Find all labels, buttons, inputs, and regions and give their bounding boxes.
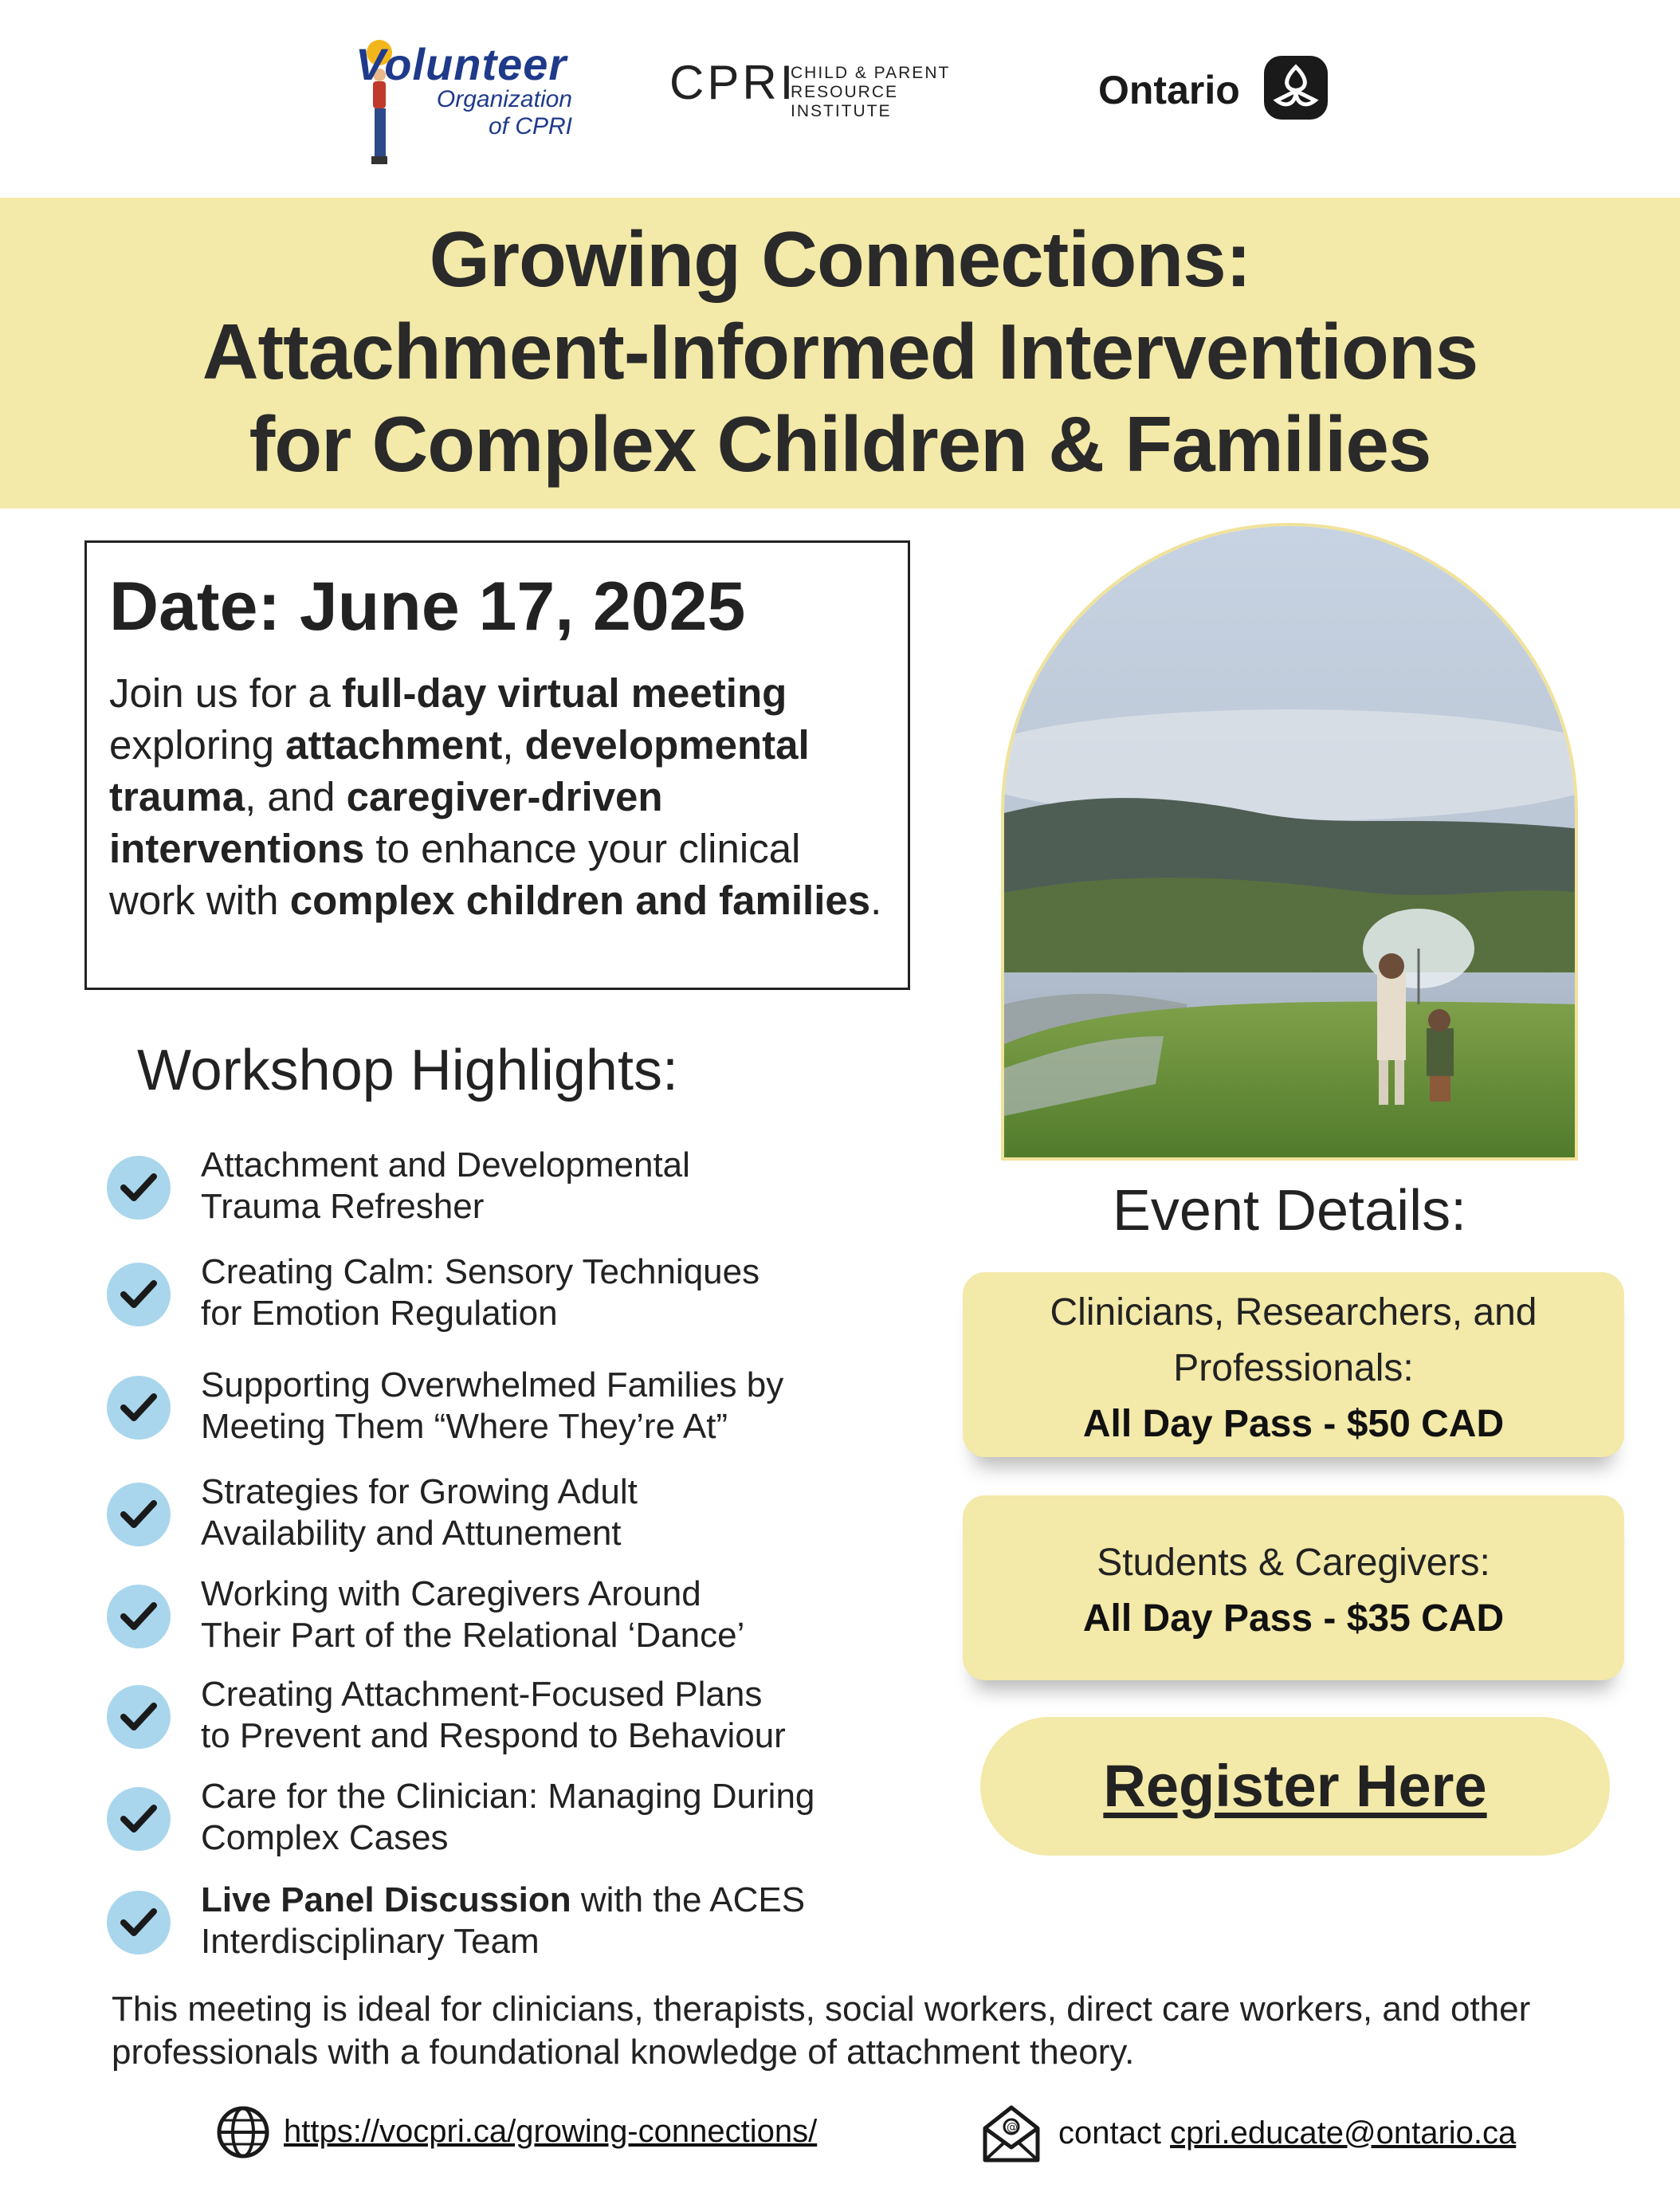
check-icon [107, 1376, 171, 1440]
event-details-heading: Event Details: [1112, 1179, 1467, 1243]
email-link[interactable]: cpri.educate@ontario.ca [1170, 2115, 1517, 2151]
date-heading: Date: June 17, 2025 [109, 568, 746, 645]
date-box [84, 540, 910, 990]
highlight-text [201, 1573, 886, 1656]
ontario-logo [1098, 56, 1337, 120]
highlight-item [107, 1880, 872, 1967]
ontario-trillium-icon [1264, 56, 1328, 120]
globe-icon [215, 2104, 271, 2160]
cpri-line1: CHILD & PARENT [791, 64, 951, 82]
check-icon [107, 1263, 171, 1326]
audience-note: This meeting is ideal for clinicians, therapists, social workers, direct care workers, and other professionals with a foundational knowledge of attachment theory. [112, 1990, 1531, 2072]
check-icon [107, 1156, 171, 1220]
cpri-acronym: CPRI [669, 56, 797, 109]
highlight-text [201, 1776, 886, 1859]
highlight-line1: Care for the Clinician: Managing During [201, 1777, 815, 1816]
professionals-line2: Professionals: [1173, 1347, 1414, 1389]
highlight-item [107, 1573, 872, 1661]
highlight-line2: Trauma Refresher [201, 1187, 485, 1226]
cpri-line2: RESOURCE INSTITUTE [791, 83, 899, 120]
students-line1: Students & Caregivers: [1097, 1542, 1490, 1584]
register-button[interactable]: Register Here [980, 1717, 1610, 1856]
description-text: exploring [109, 722, 286, 768]
professionals-price-card [963, 1272, 1624, 1457]
arch-photo [1001, 523, 1578, 1161]
highlight-line2: for Emotion Regulation [201, 1294, 558, 1333]
highlight-item [107, 1251, 872, 1339]
footer-contact [982, 2101, 1540, 2165]
date-description [109, 667, 885, 926]
highlight-item [107, 1471, 872, 1559]
highlight-line1-rest: with the ACES [571, 1880, 806, 1919]
description-text: , [502, 722, 525, 768]
check-icon [107, 1787, 171, 1851]
professionals-pass: All Day Pass - $50 CAD [1082, 1403, 1505, 1445]
footer-website [215, 2104, 932, 2160]
highlights-heading: Workshop Highlights: [137, 1039, 678, 1102]
highlight-item [107, 1776, 872, 1864]
check-icon [107, 1585, 171, 1648]
highlight-line1: Creating Calm: Sensory Techniques [201, 1252, 760, 1291]
highlight-text [201, 1471, 886, 1554]
description-emphasis: attachment [285, 722, 503, 768]
highlight-line1: Supporting Overwhelmed Families by [201, 1365, 784, 1404]
contact-text [1058, 2115, 1516, 2151]
contact-prefix: contact [1058, 2115, 1171, 2151]
highlight-line2: Availability and Attunement [201, 1514, 622, 1553]
professionals-line1: Clinicians, Researchers, and [1050, 1291, 1537, 1334]
envelope-icon [982, 2101, 1041, 2165]
volunteer-logo [344, 38, 583, 174]
highlight-item [107, 1145, 872, 1232]
title-line-3: for Complex Children & Families [249, 400, 1431, 488]
cpri-fullname [791, 64, 1004, 121]
description-emphasis: full-day virtual meeting [341, 670, 787, 716]
highlight-text [201, 1145, 886, 1228]
highlight-bold-prefix: Live Panel Discussion [201, 1880, 571, 1919]
website-link[interactable]: https://vocpri.ca/growing-connections/ [284, 2114, 818, 2149]
highlight-item [107, 1365, 872, 1452]
description-emphasis: developmental trauma [109, 722, 810, 819]
title-line-2: Attachment-Informed Interventions [202, 308, 1478, 395]
highlight-text [201, 1365, 886, 1448]
ontario-wordmark: Ontario [1098, 68, 1240, 112]
check-icon [107, 1685, 171, 1749]
check-icon [107, 1891, 171, 1954]
volunteer-subtitle [413, 86, 572, 140]
highlight-line1: Creating Attachment-Focused Plans [201, 1675, 763, 1714]
description-emphasis: caregiver-driven interventions [109, 774, 663, 871]
check-icon [107, 1483, 171, 1546]
highlight-line2: Their Part of the Relational ‘Dance’ [201, 1616, 745, 1655]
svg-text:@: @ [1007, 2121, 1018, 2134]
description-text: . [870, 878, 882, 923]
highlight-text [201, 1251, 886, 1334]
highlight-line1: Strategies for Growing Adult [201, 1472, 638, 1511]
volunteer-sub-line1: Organization [436, 86, 572, 112]
landscape-photo-icon [1004, 526, 1578, 1161]
title-line-1: Growing Connections: [429, 215, 1251, 303]
cpri-logo [669, 56, 1004, 120]
highlight-text [201, 1880, 886, 1962]
description-text: Join us for a [109, 670, 342, 716]
volunteer-sub-line2: of CPRI [488, 113, 572, 139]
description-emphasis: complex children and families [289, 878, 871, 923]
highlight-line1: Working with Caregivers Around [201, 1574, 701, 1613]
volunteer-title: Volunteer [355, 39, 567, 89]
description-text: , and [245, 774, 347, 819]
description-text: to enhance your clinical work with [109, 826, 801, 923]
highlight-item [107, 1674, 872, 1762]
title-band [0, 198, 1680, 509]
highlight-line1 [201, 1880, 886, 1921]
highlight-line2: Complex Cases [201, 1818, 449, 1857]
highlight-line2: Interdisciplinary Team [201, 1922, 540, 1961]
highlight-line2: Meeting Them “Where They’re At” [201, 1407, 728, 1446]
students-price-card [963, 1495, 1624, 1680]
highlight-line1: Attachment and Developmental [201, 1145, 690, 1184]
highlight-text [201, 1674, 886, 1757]
highlight-line2: to Prevent and Respond to Behaviour [201, 1716, 786, 1755]
students-pass: All Day Pass - $35 CAD [1082, 1597, 1505, 1640]
